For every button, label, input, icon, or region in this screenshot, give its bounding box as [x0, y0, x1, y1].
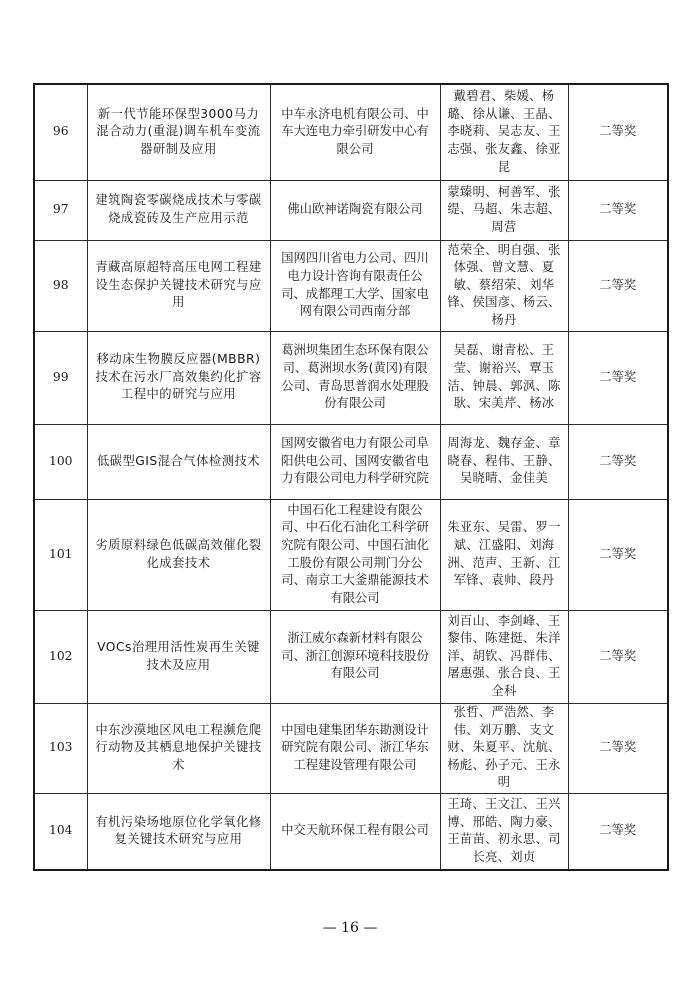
- completing-people: 吴磊、谢青松、王莹、谢裕兴、覃玉洁、钟晨、郭沨、陈耿、宋美芹、杨冰: [440, 331, 568, 424]
- table-row: [34, 703, 668, 793]
- award-level: 二等奖: [568, 610, 668, 703]
- project-name: VOCs治理用活性炭再生关键技术及应用: [87, 610, 270, 703]
- awards-table: [33, 83, 669, 871]
- row-number: 102: [34, 610, 87, 703]
- row-number: 104: [34, 793, 87, 870]
- completing-people: 周海龙、魏存金、章晓春、程伟、王静、吴晓晴、金佳美: [440, 424, 568, 499]
- award-level: 二等奖: [568, 703, 668, 793]
- project-name: 中东沙漠地区风电工程濒危爬行动物及其栖息地保护关键技术: [87, 703, 270, 793]
- table-row: [34, 793, 668, 870]
- completing-people: 范荣全、明自强、张体强、曾文慧、夏敏、蔡绍荣、刘华锋、侯国彦、杨云、杨丹: [440, 240, 568, 331]
- completing-people: 张哲、严浩然、李伟、刘万鹏、支文财、朱夏平、沈航、杨彪、孙子元、王永明: [440, 703, 568, 793]
- completing-units: 中国石化工程建设有限公司、中石化石油化工科学研究院有限公司、中国石油化工股份有限公司荆门分公司、南京工大釜鼎能源技术有限公司: [270, 499, 440, 610]
- project-name: 青藏高原超特高压电网工程建设生态保护关键技术研究与应用: [87, 240, 270, 331]
- row-number: 100: [34, 424, 87, 499]
- project-name: 劣质原料绿色低碳高效催化裂化成套技术: [87, 499, 270, 610]
- completing-units: 中车永济电机有限公司、中车大连电力牵引研发中心有限公司: [270, 84, 440, 180]
- table-row: [34, 240, 668, 331]
- completing-units: 葛洲坝集团生态环保有限公司、葛洲坝水务(黄冈)有限公司、青岛思普润水处理股份有限公司: [270, 331, 440, 424]
- page-number: — 16 —: [322, 920, 378, 936]
- project-name: 低碳型GIS混合气体检测技术: [87, 424, 270, 499]
- completing-people: 王琦、王文江、王兴博、邢皓、陶力豪、王苗苗、初永思、司长亮、刘贞: [440, 793, 568, 870]
- row-number: 99: [34, 331, 87, 424]
- table-row: [34, 331, 668, 424]
- table-row: [34, 610, 668, 703]
- award-level: 二等奖: [568, 499, 668, 610]
- completing-units: 浙江威尔森新材料有限公司、浙江创源环境科技股份有限公司: [270, 610, 440, 703]
- row-number: 101: [34, 499, 87, 610]
- project-name: 有机污染场地原位化学氧化修复关键技术研究与应用: [87, 793, 270, 870]
- completing-people: 朱亚东、吴雷、罗一斌、江盛阳、刘海洲、范声、王新、江军锋、袁帅、段丹: [440, 499, 568, 610]
- table-row: [34, 424, 668, 499]
- completing-units: 中交天航环保工程有限公司: [270, 793, 440, 870]
- award-level: 二等奖: [568, 793, 668, 870]
- project-name: 新一代节能环保型3000马力混合动力(重混)调车机车变流器研制及应用: [87, 84, 270, 180]
- completing-units: 中国电建集团华东勘测设计研究院有限公司、浙江华东工程建设管理有限公司: [270, 703, 440, 793]
- row-number: 103: [34, 703, 87, 793]
- award-level: 二等奖: [568, 84, 668, 180]
- completing-people: 戴碧君、柴媛、杨璐、徐从谦、王晶、李晓莉、吴志友、王志强、张友鑫、徐亚昆: [440, 84, 568, 180]
- project-name: 建筑陶瓷零碳烧成技术与零碳烧成瓷砖及生产应用示范: [87, 180, 270, 240]
- award-level: 二等奖: [568, 180, 668, 240]
- completing-people: 刘百山、李剑峰、王黎伟、陈建挺、朱洋洋、胡钦、冯群伟、屠惠强、张合良、王全科: [440, 610, 568, 703]
- completing-people: 蒙臻明、柯善军、张缇、马超、朱志超、周营: [440, 180, 568, 240]
- table-row: [34, 499, 668, 610]
- row-number: 96: [34, 84, 87, 180]
- project-name: 移动床生物膜反应器(MBBR)技术在污水厂高效集约化扩容工程中的研究与应用: [87, 331, 270, 424]
- completing-units: 国网安徽省电力有限公司阜阳供电公司、国网安徽省电力有限公司电力科学研究院: [270, 424, 440, 499]
- award-level: 二等奖: [568, 331, 668, 424]
- row-number: 98: [34, 240, 87, 331]
- completing-units: 国网四川省电力公司、四川电力设计咨询有限责任公司、成都理工大学、国家电网有限公司西南分部: [270, 240, 440, 331]
- completing-units: 佛山欧神诺陶瓷有限公司: [270, 180, 440, 240]
- table-row: [34, 84, 668, 180]
- row-number: 97: [34, 180, 87, 240]
- table-row: [34, 180, 668, 240]
- award-level: 二等奖: [568, 424, 668, 499]
- award-level: 二等奖: [568, 240, 668, 331]
